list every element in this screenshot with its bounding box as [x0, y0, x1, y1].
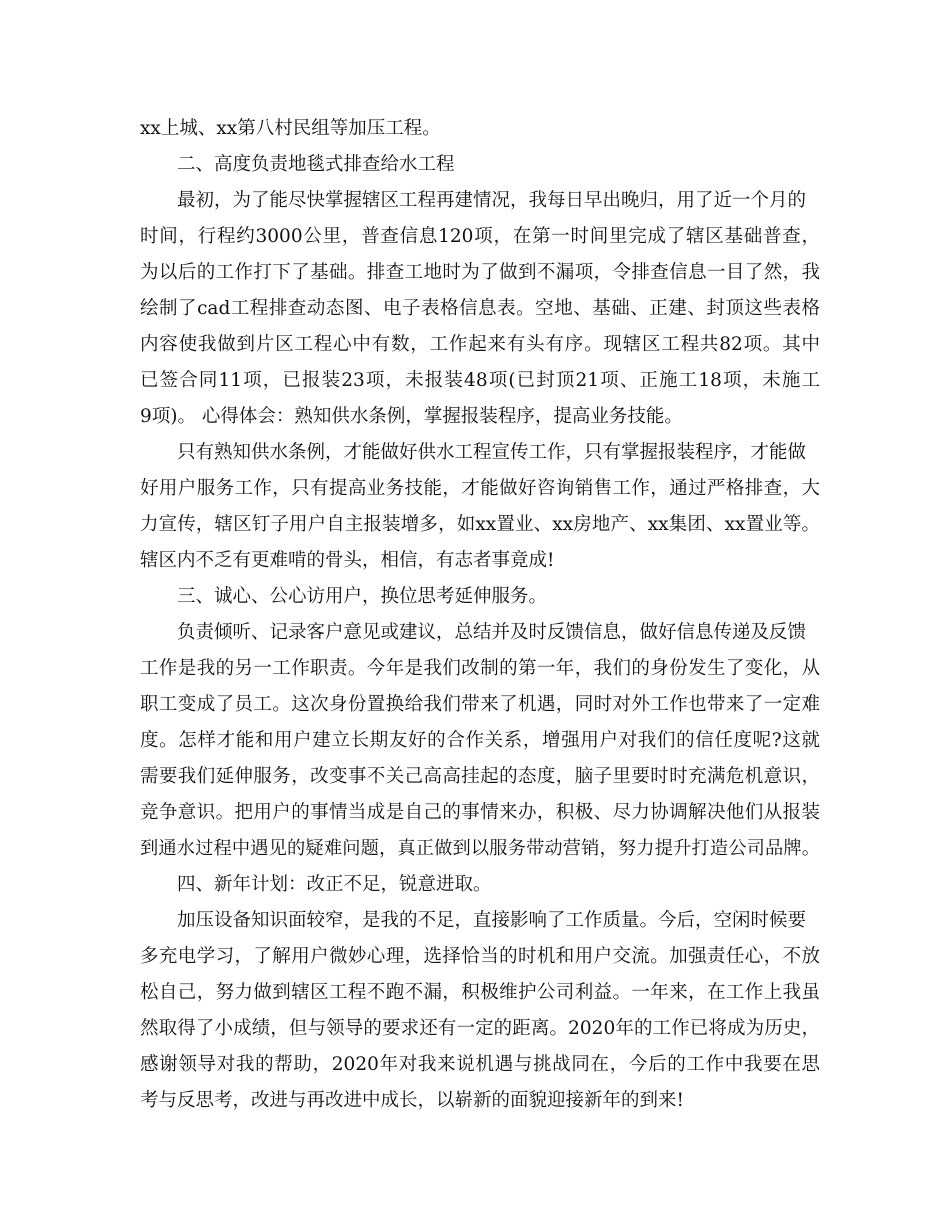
- section-heading: 三、诚心、公心访用户，换位思考延伸服务。: [177, 586, 548, 607]
- section-heading: 二、高度负责地毯式排查给水工程: [177, 154, 455, 175]
- text-line: 为以后的工作打下了基础。排查工地时为了做到不漏项，令排查信息一目了然，我: [140, 262, 820, 283]
- text-line: 9项)。 心得体会：熟知供水条例，掌握报装程序，提高业务技能。: [140, 406, 683, 427]
- text-line: 度。怎样才能和用户建立长期友好的合作关系，增强用户对我们的信任度呢?这就: [140, 730, 820, 751]
- text-line: 辖区内不乏有更难啃的骨头，相信，有志者事竟成!: [140, 550, 555, 571]
- text-line: 感谢领导对我的帮助，2020年对我来说机遇与挑战同在，今后的工作中我要在思: [140, 1054, 820, 1075]
- text-line: 力宣传，辖区钉子用户自主报装增多，如xx置业、xx房地产、xx集团、xx置业等。: [140, 514, 820, 535]
- text-line: 工作是我的另一工作职责。今年是我们改制的第一年，我们的身份发生了变化，从: [140, 658, 820, 679]
- text-line: 负责倾听、记录客户意见或建议，总结并及时反馈信息，做好信息传递及反馈: [177, 622, 807, 643]
- text-line: 需要我们延伸服务，改变事不关己高高挂起的态度，脑子里要时时充满危机意识，: [140, 766, 820, 787]
- text-line: 已签合同11项，已报装23项，未报装48项(已封顶21项、正施工18项，未施工: [140, 370, 820, 391]
- text-line: 只有熟知供水条例，才能做好供水工程宣传工作，只有掌握报装程序，才能做: [177, 442, 807, 463]
- text-line: 职工变成了员工。这次身份置换给我们带来了机遇，同时对外工作也带来了一定难: [140, 694, 820, 715]
- text-line: 松自己，努力做到辖区工程不跑不漏，积极维护公司利益。一年来，在工作上我虽: [140, 982, 820, 1003]
- text-line: 多充电学习，了解用户微妙心理，选择恰当的时机和用户交流。加强责任心，不放: [140, 946, 820, 967]
- text-line: 好用户服务工作，只有提高业务技能，才能做好咨询销售工作，通过严格排查，大: [140, 478, 820, 499]
- text-line: 内容使我做到片区工程心中有数，工作起来有头有序。现辖区工程共82项。其中: [140, 334, 820, 355]
- text-line: 绘制了cad工程排查动态图、电子表格信息表。空地、基础、正建、封顶这些表格: [140, 298, 820, 319]
- text-line: xx上城、xx第八村民组等加压工程。: [140, 118, 441, 139]
- text-line: 考与反思考，改进与再改进中成长，以崭新的面貌迎接新年的到来!: [140, 1090, 684, 1111]
- text-line: 然取得了小成绩，但与领导的要求还有一定的距离。2020年的工作已将成为历史，: [140, 1018, 820, 1039]
- text-line: 到通水过程中遇见的疑难问题，真正做到以服务带动营销，努力提升打造公司品牌。: [140, 838, 820, 859]
- section-heading: 四、新年计划：改正不足，锐意进取。: [177, 874, 492, 895]
- text-line: 加压设备知识面较窄，是我的不足，直接影响了工作质量。今后，空闲时候要: [177, 910, 807, 931]
- text-line: 竞争意识。把用户的事情当成是自己的事情来办，积极、尽力协调解决他们从报装: [140, 802, 820, 823]
- text-line: 时间，行程约3000公里，普查信息120项，在第一时间里完成了辖区基础普查，: [140, 226, 820, 247]
- text-line: 最初，为了能尽快掌握辖区工程再建情况，我每日早出晚归，用了近一个月的: [177, 190, 807, 211]
